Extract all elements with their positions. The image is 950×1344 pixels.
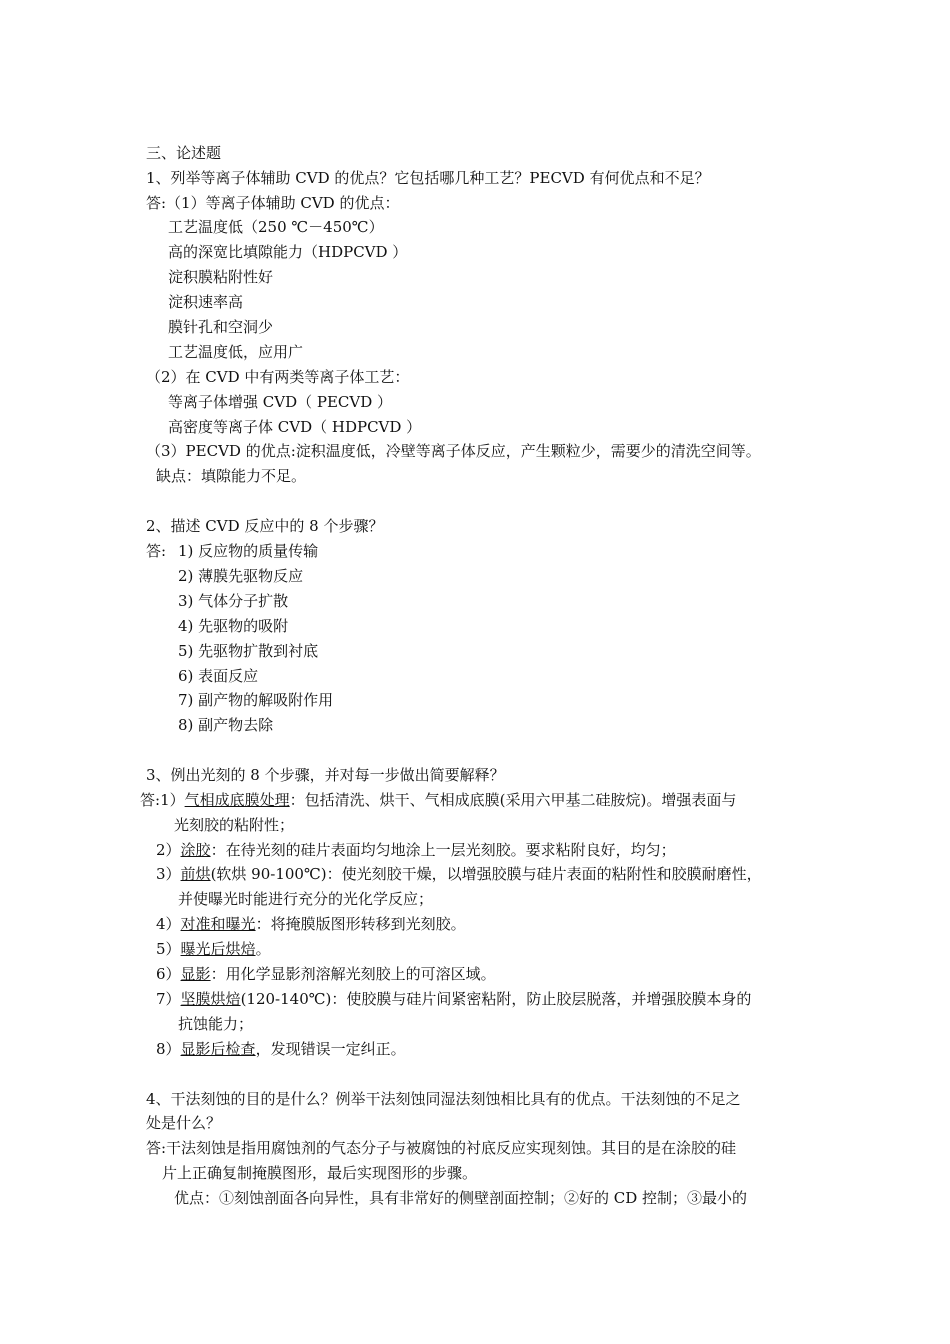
q1-part3: （3）PECVD 的优点:淀积温度低，冷壁等离子体反应，产生颗粒少，需要少的清洗空间等。 [146,442,761,460]
q3-step-desc: ：包括清洗、烘干、气相成底膜(采用六甲基二硅胺烷)。增强表面与 [289,791,737,809]
q4-question-line: 处是什么？ [146,1114,222,1132]
q3-step-term: 曝光后烘焙 [180,940,256,958]
q2-question: 2、描述 CVD 反应中的 8 个步骤？ [146,517,384,535]
q2-step-item: 5) 先驱物扩散到衬底 [178,642,319,660]
q4-answer-line: 答:干法刻蚀是指用腐蚀剂的气态分子与被腐蚀的衬底反应实现刻蚀。其目的是在涂胶的硅 [146,1139,737,1157]
q2-step-item: 7) 副产物的解吸附作用 [178,691,334,709]
q3-step-row [140,790,736,810]
q3-step-row [156,864,762,884]
q2-step-item: 4) 先驱物的吸附 [178,617,289,635]
q3-step-desc: ：用化学显影剂溶解光刻胶上的可溶区域。 [210,965,496,983]
q3-step-num: 2） [156,841,181,859]
q3-step-num: 1） [160,791,185,809]
q4-question-line: 4、干法刻蚀的目的是什么？例举干法刻蚀同湿法刻蚀相比具有的优点。干法刻蚀的不足之 [146,1090,741,1108]
q3-step-row [156,989,751,1009]
q3-step-continuation: 并使曝光时能进行充分的光化学反应； [178,890,434,908]
q3-step-num: 6） [156,965,181,983]
q2-step-item: 3) 气体分子扩散 [178,592,289,610]
q3-step-term: 涂胶 [180,841,211,859]
q3-step-term: 气相成底膜处理 [184,791,290,809]
q1-advantage-item: 淀积膜粘附性好 [168,268,274,286]
q3-step-desc: (软烘 90-100℃)：使光刻胶干燥，以增强胶膜与硅片表面的粘附性和胶膜耐磨性， [210,865,762,883]
q1-advantage-item: 工艺温度低（250 ℃－450℃） [168,218,384,236]
q3-step-desc: 。 [255,940,271,958]
q2-step-item: 8) 副产物去除 [178,716,274,734]
q3-question: 3、例出光刻的 8 个步骤，并对每一步做出简要解释？ [146,766,505,784]
q3-step-row [156,914,466,934]
q1-process-item: 等离子体增强 CVD（ PECVD ） [168,393,393,411]
q2-step-item: 1) 反应物的质量传输 [178,542,319,560]
q3-step-num: 3） [156,865,181,883]
q1-part2: （2）在 CVD 中有两类等离子体工艺： [146,368,410,386]
q3-step-continuation: 光刻胶的粘附性； [174,816,295,834]
q1-advantage-item: 高的深宽比填隙能力（HDPCVD ） [168,243,408,261]
q4-answer-line: 片上正确复制掩膜图形，最后实现图形的步骤。 [162,1164,478,1182]
q1-process-item: 高密度等离子体 CVD（ HDPCVD ） [168,418,422,436]
q3-step-term: 坚膜烘焙 [180,990,241,1008]
q3-step-num: 5） [156,940,181,958]
q3-step-term: 对准和曝光 [180,915,256,933]
section-title: 三、论述题 [146,144,222,162]
q1-question: 1、列举等离子体辅助 CVD 的优点？它包括哪几种工艺？PECVD 有何优点和不足？ [146,169,710,187]
q3-step-desc: ：将掩膜版图形转移到光刻胶。 [255,915,466,933]
q1-shortcoming: 缺点：填隙能力不足。 [156,467,307,485]
q3-step-term: 显影后检查 [180,1040,256,1058]
q3-step-row [156,1039,406,1059]
q1-advantage-item: 淀积速率高 [168,293,244,311]
q2-step-item: 6) 表面反应 [178,667,259,685]
q3-step-num: 8） [156,1040,181,1058]
q3-step-desc: (120-140℃)：使胶膜与硅片间紧密粘附，防止胶层脱落，并增强胶膜本身的 [240,990,752,1008]
q3-step-row [156,939,271,959]
q3-step-desc: ：在待光刻的硅片表面均匀地涂上一层光刻胶。要求粘附良好，均匀； [210,841,676,859]
q1-advantage-item: 膜针孔和空洞少 [168,318,274,336]
q1-answer-intro: 答:（1）等离子体辅助 CVD 的优点： [146,194,400,212]
q3-step-row [156,964,496,984]
q2-step-item: 2) 薄膜先驱物反应 [178,567,304,585]
q3-step-term: 前烘 [180,865,211,883]
q3-answer-prefix: 答: [140,791,161,809]
q3-step-continuation: 抗蚀能力； [178,1015,254,1033]
q3-step-num: 4） [156,915,181,933]
q3-step-desc: ，发现错误一定纠正。 [255,1040,406,1058]
q3-step-row [156,840,676,860]
q3-step-num: 7） [156,990,181,1008]
q4-advantages-line: 优点：①刻蚀剖面各向异性，具有非常好的侧壁剖面控制；②好的 CD 控制；③最小的 [174,1189,748,1207]
q2-answer-prefix: 答: [146,542,167,560]
q3-step-term: 显影 [180,965,211,983]
q1-advantage-item: 工艺温度低，应用广 [168,343,304,361]
